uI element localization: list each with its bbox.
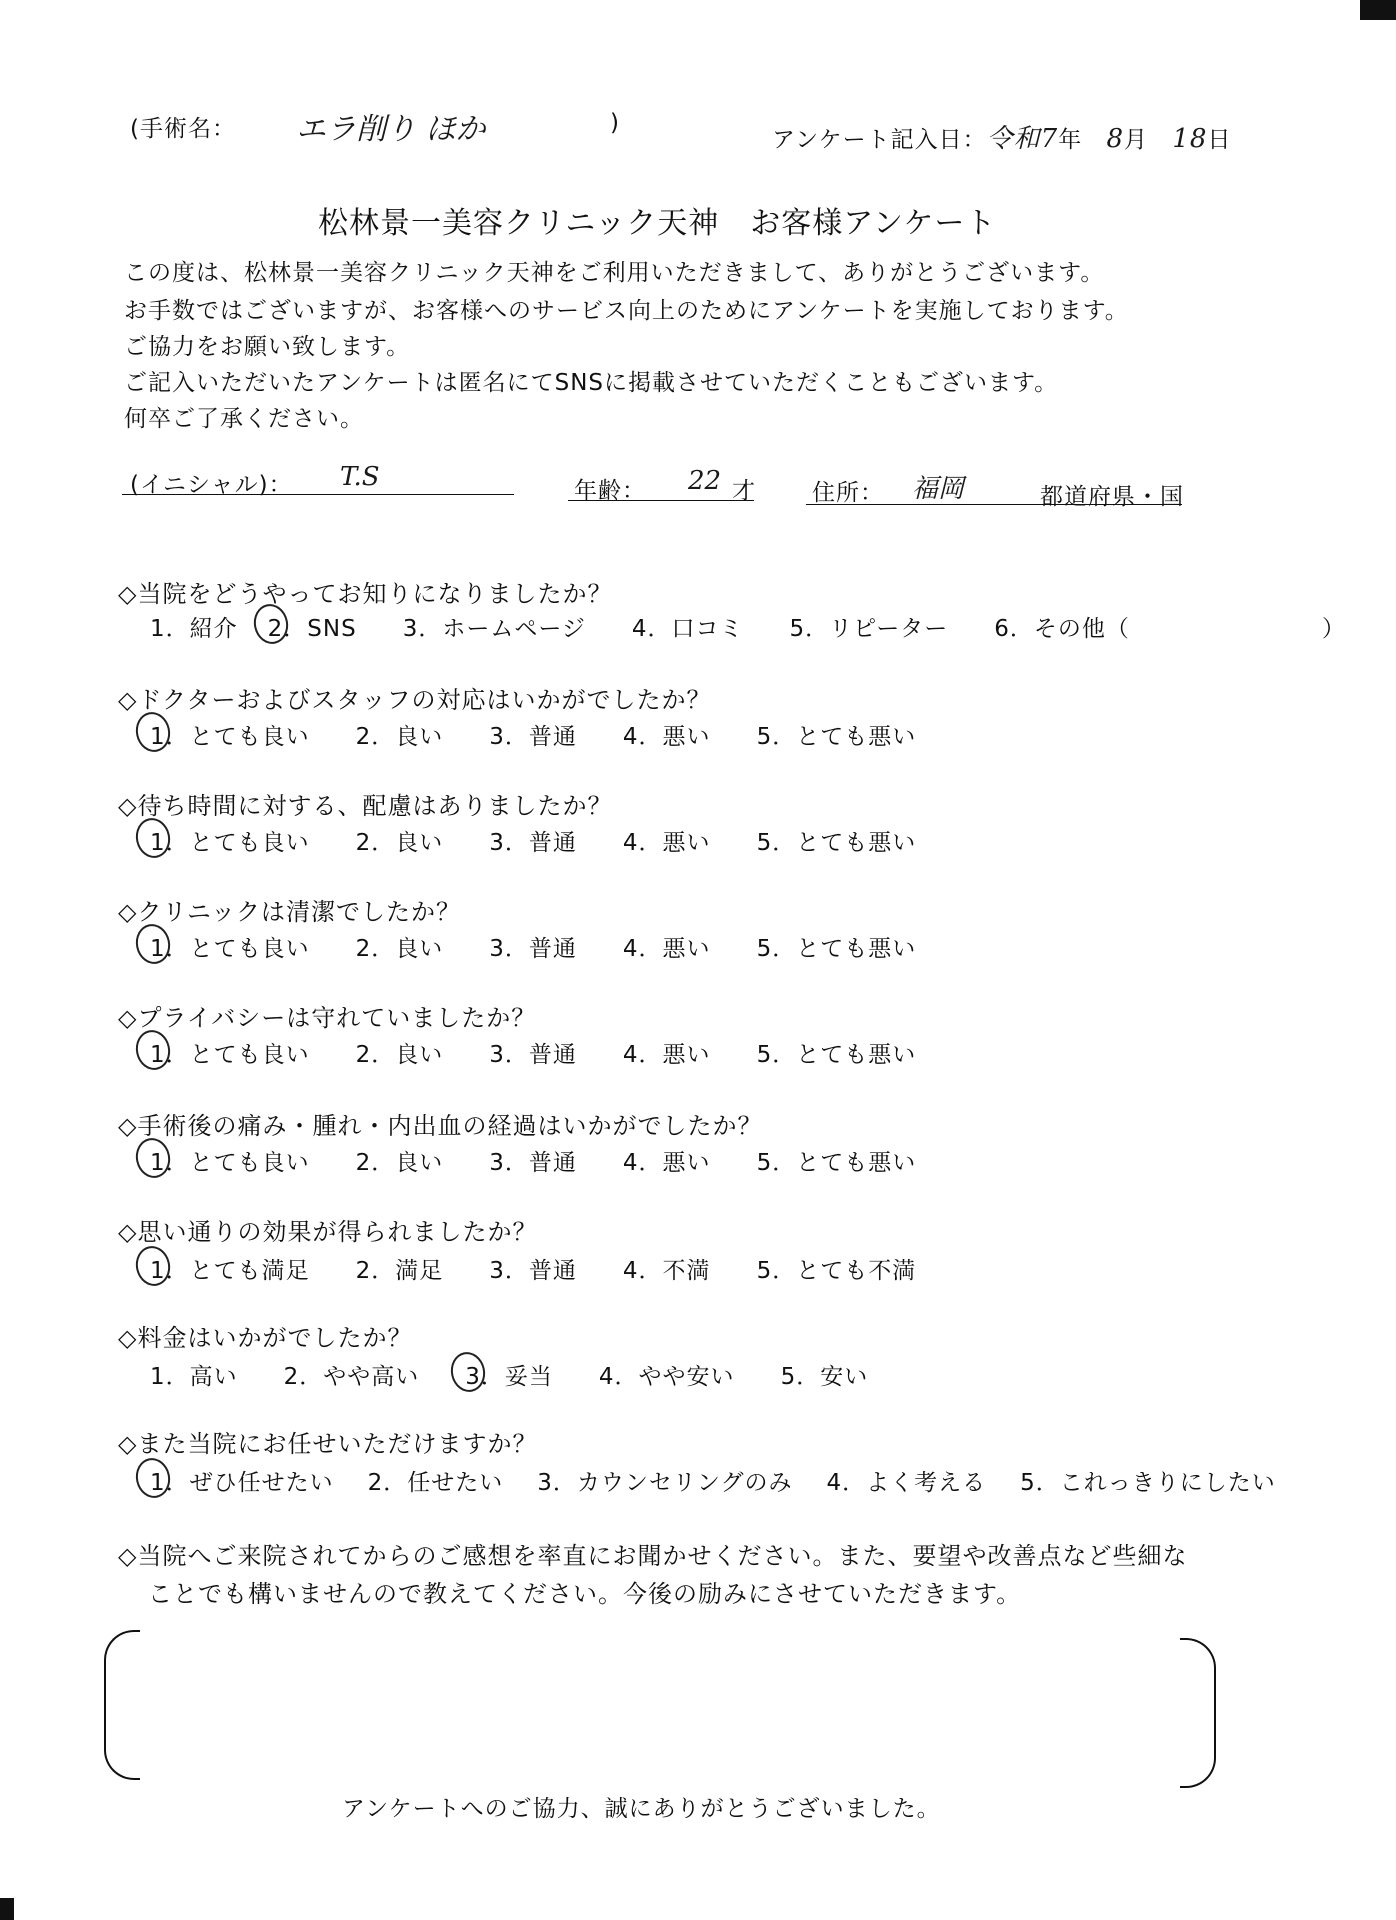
question-return: ◇また当院にお任せいただけますか？: [118, 1430, 538, 1458]
comment-area[interactable]: [146, 1640, 1176, 1780]
options-price: [150, 1358, 914, 1391]
initial-label: (イニシャル)：: [130, 472, 293, 498]
option-sns[interactable]: 2．SNS: [268, 610, 357, 643]
options-return: [150, 1464, 1276, 1497]
question-staff-response: ◇ドクターおよびスタッフの対応はいかがでしたか？: [118, 686, 712, 714]
survey-date: [772, 118, 1231, 155]
option-homepage[interactable]: 3．ホームページ: [402, 616, 586, 642]
address-underline: [806, 504, 1182, 505]
date-era: 令和: [986, 124, 1041, 154]
question-privacy: ◇プライバシーは守れていましたか？: [118, 1004, 537, 1032]
option-referral[interactable]: 1．紹介: [150, 616, 238, 642]
option-good[interactable]: 2．良い: [355, 936, 444, 962]
comment-prompt-line: ことでも構いませんので教えてください。今後の励みにさせていただきます。: [148, 1580, 1022, 1608]
scan-edge-mark: [0, 1898, 14, 1920]
question-recovery: ◇手術後の痛み・腫れ・内出血の経過はいかがでしたか？: [118, 1112, 763, 1140]
date-month: 8: [1106, 124, 1125, 154]
age-value: 22: [688, 466, 722, 496]
option-reasonable[interactable]: 3．妥当: [465, 1358, 553, 1391]
option-bad[interactable]: 4．悪い: [622, 1042, 711, 1068]
option-somewhat-cheap[interactable]: 4．やや安い: [598, 1364, 735, 1390]
option-average[interactable]: 3．普通: [489, 1258, 577, 1284]
initial-underline: [122, 494, 514, 495]
option-average[interactable]: 3．普通: [489, 830, 577, 856]
option-very-good[interactable]: 1．とても良い: [150, 1144, 310, 1177]
option-very-good[interactable]: 1．とても良い: [150, 1036, 310, 1069]
closing-message: アンケートへのご協力、誠にありがとうございました。: [342, 1796, 941, 1822]
option-word-of-mouth[interactable]: 4．口コミ: [631, 616, 744, 642]
option-counseling-only[interactable]: 3．カウンセリングのみ: [537, 1470, 793, 1496]
option-bad[interactable]: 4．悪い: [622, 936, 711, 962]
options-staff-response: [150, 718, 962, 751]
options-recovery: [150, 1144, 962, 1177]
option-cheap[interactable]: 5．安い: [780, 1364, 869, 1390]
option-average[interactable]: 3．普通: [489, 1150, 577, 1176]
options-source: [150, 610, 1346, 643]
option-very-bad[interactable]: 5．とても悪い: [756, 830, 917, 856]
option-very-bad[interactable]: 5．とても悪い: [756, 1150, 917, 1176]
date-day: 18: [1172, 124, 1208, 154]
initial-value: T.S: [340, 462, 380, 492]
option-very-dissatisfied[interactable]: 5．とても不満: [756, 1258, 917, 1284]
option-good[interactable]: 2．良い: [355, 724, 444, 750]
option-average[interactable]: 3．普通: [489, 724, 577, 750]
option-will-consider[interactable]: 4．よく考える: [826, 1470, 987, 1496]
option-very-satisfied[interactable]: 1．とても満足: [150, 1252, 310, 1285]
option-bad[interactable]: 4．悪い: [622, 1150, 711, 1176]
option-very-good[interactable]: 1．とても良い: [150, 718, 310, 751]
option-definitely[interactable]: 1．ぜひ任せたい: [150, 1464, 334, 1497]
option-very-good[interactable]: 1．とても良い: [150, 824, 310, 857]
option-dissatisfied[interactable]: 4．不満: [622, 1258, 711, 1284]
option-bad[interactable]: 4．悪い: [622, 830, 711, 856]
intro-line: この度は、松林景一美容クリニック天神をご利用いただきまして、ありがとうございます。: [124, 260, 1105, 286]
option-expensive[interactable]: 1．高い: [150, 1364, 238, 1390]
address-value: 福岡: [912, 474, 965, 504]
age-unit: 才: [732, 478, 756, 504]
procedure-label: (手術名：: [130, 116, 236, 142]
question-results: ◇思い通りの効果が得られましたか？: [118, 1218, 538, 1246]
question-source: ◇当院をどうやってお知りになりましたか？: [118, 580, 613, 608]
age-label: 年齢：: [574, 478, 646, 504]
option-very-good[interactable]: 1．とても良い: [150, 930, 310, 963]
procedure-close: ): [610, 110, 620, 136]
option-average[interactable]: 3．普通: [489, 936, 577, 962]
comment-box-right-bracket: [1180, 1638, 1216, 1788]
options-results: [150, 1252, 962, 1285]
option-good[interactable]: 2．良い: [355, 1150, 444, 1176]
page-title: 松林景一美容クリニック天神 お客様アンケート: [318, 206, 997, 241]
options-privacy: [150, 1036, 962, 1069]
intro-line: 何卒ご了承ください。: [124, 406, 364, 432]
option-very-bad[interactable]: 5．とても悪い: [756, 1042, 917, 1068]
intro-line: お手数ではございますが、お客様へのサービス向上のためにアンケートを実施しております。: [124, 298, 1129, 324]
comment-prompt-line: ◇当院へご来院されてからのご感想を率直にお聞かせください。また、要望や改善点など些細な: [118, 1542, 1188, 1570]
option-repeater[interactable]: 5．リピーター: [789, 616, 949, 642]
options-wait-time: [150, 824, 962, 857]
option-somewhat-expensive[interactable]: 2．やや高い: [283, 1364, 420, 1390]
option-good[interactable]: 2．良い: [355, 830, 444, 856]
option-other[interactable]: 6．その他（ ）: [994, 616, 1346, 642]
option-average[interactable]: 3．普通: [489, 1042, 577, 1068]
date-label: アンケート記入日：: [772, 127, 987, 153]
address-suffix: 都道府県・国: [1040, 484, 1184, 510]
intro-line: ご協力をお願い致します。: [124, 334, 411, 360]
date-month-unit: 月: [1124, 127, 1149, 153]
option-satisfied[interactable]: 2．満足: [355, 1258, 444, 1284]
date-year: 7: [1040, 124, 1059, 154]
procedure-value: エラ削り ほか: [296, 112, 486, 147]
question-cleanliness: ◇クリニックは清潔でしたか？: [118, 898, 462, 926]
intro-line: ご記入いただいたアンケートは匿名にてSNSに掲載させていただくこともございます。: [124, 370, 1059, 396]
age-underline: [568, 500, 754, 501]
option-good[interactable]: 2．良い: [355, 1042, 444, 1068]
scan-edge-mark: [1360, 0, 1396, 20]
date-year-unit: 年: [1058, 127, 1083, 153]
options-cleanliness: [150, 930, 962, 963]
question-price: ◇料金はいかがでしたか？: [118, 1324, 413, 1352]
option-very-bad[interactable]: 5．とても悪い: [756, 724, 917, 750]
option-bad[interactable]: 4．悪い: [622, 724, 711, 750]
option-very-bad[interactable]: 5．とても悪い: [756, 936, 917, 962]
date-day-unit: 日: [1207, 127, 1232, 153]
address-label: 住所：: [812, 480, 884, 506]
comment-box-left-bracket: [104, 1630, 140, 1780]
question-wait-time: ◇待ち時間に対する、配慮はありましたか？: [118, 792, 613, 820]
option-never-again[interactable]: 5．これっきりにしたい: [1020, 1470, 1276, 1496]
option-yes[interactable]: 2．任せたい: [367, 1470, 504, 1496]
